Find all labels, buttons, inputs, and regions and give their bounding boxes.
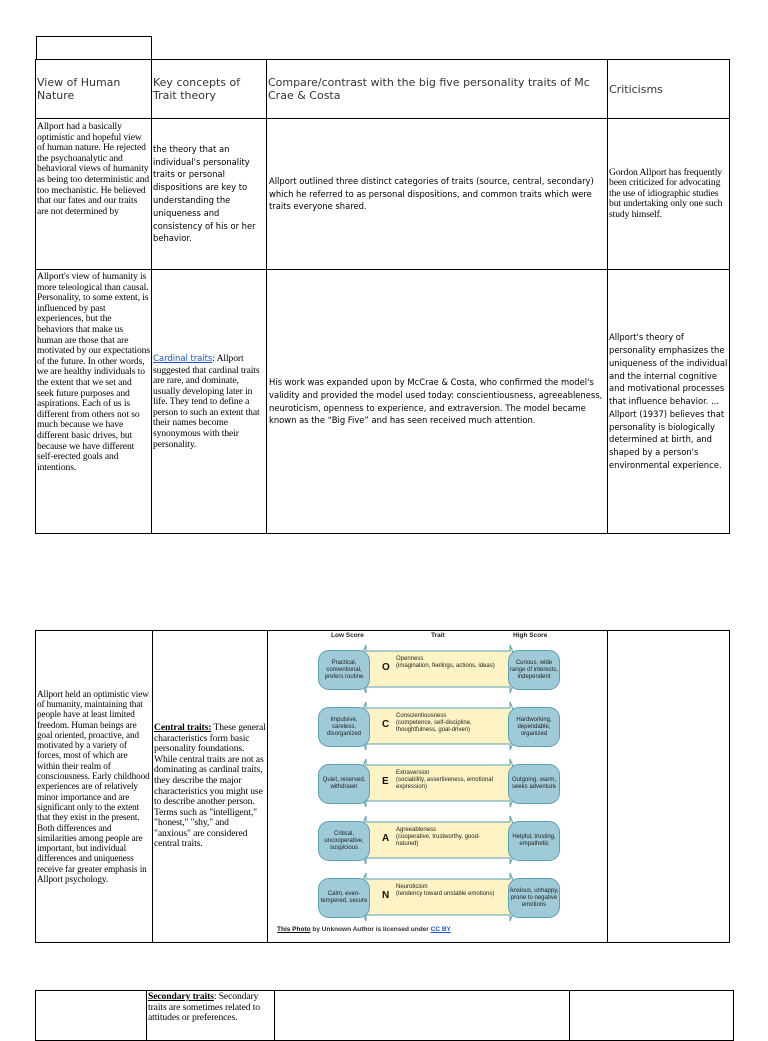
trait-description	[396, 884, 496, 898]
central-traits-text: These general characteristics form basic personality foundations. While central traits are not as dominating as cardinal traits, they describe the major characteristics you might use to describe another person. Terms such as "intelligent," "honest," "shy," and "anxious" are considered central traits.	[154, 721, 266, 850]
trait-letter: E	[382, 776, 389, 787]
trait-name: Openness	[396, 656, 424, 662]
photo-credit-link[interactable]: This Photo	[277, 926, 311, 933]
table2-concepts-cell	[153, 631, 268, 943]
photo-credit	[277, 926, 451, 933]
central-traits-table	[35, 630, 730, 943]
high-score-box: Curious, wide range of interests, independent	[508, 650, 560, 690]
trait-theory-table	[35, 59, 730, 534]
header-compare-big-five: Compare/contrast with the big five personality traits of Mc Crae & Costa	[267, 60, 608, 119]
table2-empty-cell	[608, 631, 730, 943]
row2-view-cell: Allport's view of humanity is more teleological than causal. Personality, to some extent, is influenced by past experiences, but the behaviors that make us human are those that are motivated by our expectations of the future. In other words, we are healthy individuals to the extent that we set and seek future purposes and aspirations. Each of us is different from others not so much because we have different basic drives, but because we have different self-erected goals and intentions.	[36, 270, 152, 534]
row2-concepts-cell	[152, 270, 267, 534]
trait-letter: C	[382, 719, 390, 730]
table-row	[36, 991, 734, 1041]
secondary-traits-text: : Secondary traits are sometimes related to attitudes or preferences.	[148, 991, 260, 1024]
trait-letter: O	[382, 662, 390, 673]
header-view-of-human-nature: View of Human Nature	[36, 60, 152, 119]
trait-letter: A	[382, 833, 390, 844]
table3-criticisms-cell	[570, 991, 734, 1041]
trait-detail: (tendency toward unstable emotions)	[396, 891, 495, 897]
trait-detail: (cooperative, trustworthy, good-natured)	[396, 834, 480, 847]
row1-compare-cell: Allport outlined three distinct categories of traits (source, central, secondary) which he referred to as personal dispositions, and common traits which were traits everyone shared.	[267, 119, 608, 270]
header-criticisms: Criticisms	[608, 60, 730, 119]
low-score-box: Practical, conventional, prefers routine	[318, 650, 370, 690]
trait-name: Neuroticism	[396, 884, 428, 890]
cardinal-traits-link[interactable]: Cardinal traits	[153, 353, 213, 364]
trait-name: Agreeableness	[396, 827, 437, 833]
low-score-box: Critical, uncooperative, suspicious	[318, 821, 370, 861]
row2-criticisms-cell: Allport's theory of personality emphasizes the uniqueness of the individual and the internal cognitive and motivational processes that influence behavior. ... Allport (1937) believes that personality is biologically determined at birth, and shaped by a person's environmental experience.	[608, 270, 730, 534]
low-score-box: Calm, even-tempered, secure	[318, 878, 370, 918]
table-row	[36, 631, 730, 943]
row1-criticisms-cell: Gordon Allport has frequently been criticized for advocating the use of idiographic studies but undertaking only one such study himself.	[608, 119, 730, 270]
trait-name: Extraversion	[396, 770, 430, 776]
high-score-heading: High Score	[513, 632, 548, 639]
low-score-box: Quiet, reserved, withdrawn	[318, 764, 370, 804]
trait-detail: (competence, self-discipline, thoughtfulness, goal-driven)	[396, 720, 472, 733]
big-five-figure-cell	[268, 631, 608, 943]
big-five-figure	[268, 631, 608, 943]
trait-description	[396, 656, 496, 670]
trait-description	[396, 713, 496, 734]
trait-description	[396, 770, 496, 791]
trait-detail: (imagination, feelings, actions, ideas)	[396, 663, 495, 669]
row1-view-cell: Allport had a basically optimistic and hopeful view of human nature. He rejected the psychoanalytic and behavioral views of humanity as being too deterministic and too mechanistic. He believed that our fates and our traits are not determined by	[36, 119, 152, 270]
central-traits-term: Central traits:	[154, 721, 212, 733]
table3-view-cell	[36, 991, 147, 1041]
cardinal-traits-text: : Allport suggested that cardinal traits are rare, and dominate, usually developing later in life. They tend to define a person to such an extent that their names become synonymous with their personality.	[153, 352, 260, 450]
photo-credit-text: by Unknown Author is licensed under	[310, 926, 431, 933]
table-row	[36, 119, 730, 270]
row2-compare-cell: His work was expanded upon by McCrae & Costa, who confirmed the model's validity and provided the model used today: conscientiousness, agreeableness, neuroticism, openness to experience, and extraversion. The model became known as the “Big Five” and has seen received much attention.	[267, 270, 608, 534]
header-key-concepts: Key concepts of Trait theory	[152, 60, 267, 119]
low-score-box: Impulsive, careless, disorganized	[318, 707, 370, 747]
empty-header-box	[36, 36, 152, 59]
low-score-heading: Low Score	[331, 632, 364, 639]
trait-letter: N	[382, 890, 390, 901]
table-row	[36, 270, 730, 534]
secondary-traits-table	[35, 990, 734, 1041]
table-header-row	[36, 60, 730, 119]
table3-concepts-cell	[147, 991, 275, 1041]
trait-name: Conscientiousness	[396, 713, 447, 719]
high-score-box: Outgoing, warm, seeks adventure	[508, 764, 560, 804]
trait-heading: Trait	[431, 632, 445, 639]
row1-concepts-cell: the theory that an individual's personality traits or personal dispositions are key to understanding the uniqueness and consistency of his or her behavior.	[152, 119, 267, 270]
trait-detail: (sociability, assertiveness, emotional expression)	[396, 777, 493, 790]
table2-view-cell: Allport held an optimistic view of humanity, maintaining that people have at least limited freedom. Human beings are goal oriented, proactive, and motivated by a variety of forces, most of which are within their realm of consciousness. Early childhood experiences are of relatively minor importance and are significant only to the extent that they exist in the present. Both differences and similarities among people are important, but individual differences and uniqueness receive far greater emphasis in Allport psychology.	[36, 631, 153, 943]
high-score-box: Hardworking, dependable, organized	[508, 707, 560, 747]
license-link[interactable]: CC BY	[430, 926, 451, 933]
secondary-traits-term: Secondary traits	[148, 991, 214, 1002]
high-score-box: Helpful, trusting, empathetic	[508, 821, 560, 861]
trait-description	[396, 827, 496, 848]
table3-compare-cell	[275, 991, 570, 1041]
high-score-box: Anxious, unhappy, prone to negative emotions	[508, 878, 560, 918]
